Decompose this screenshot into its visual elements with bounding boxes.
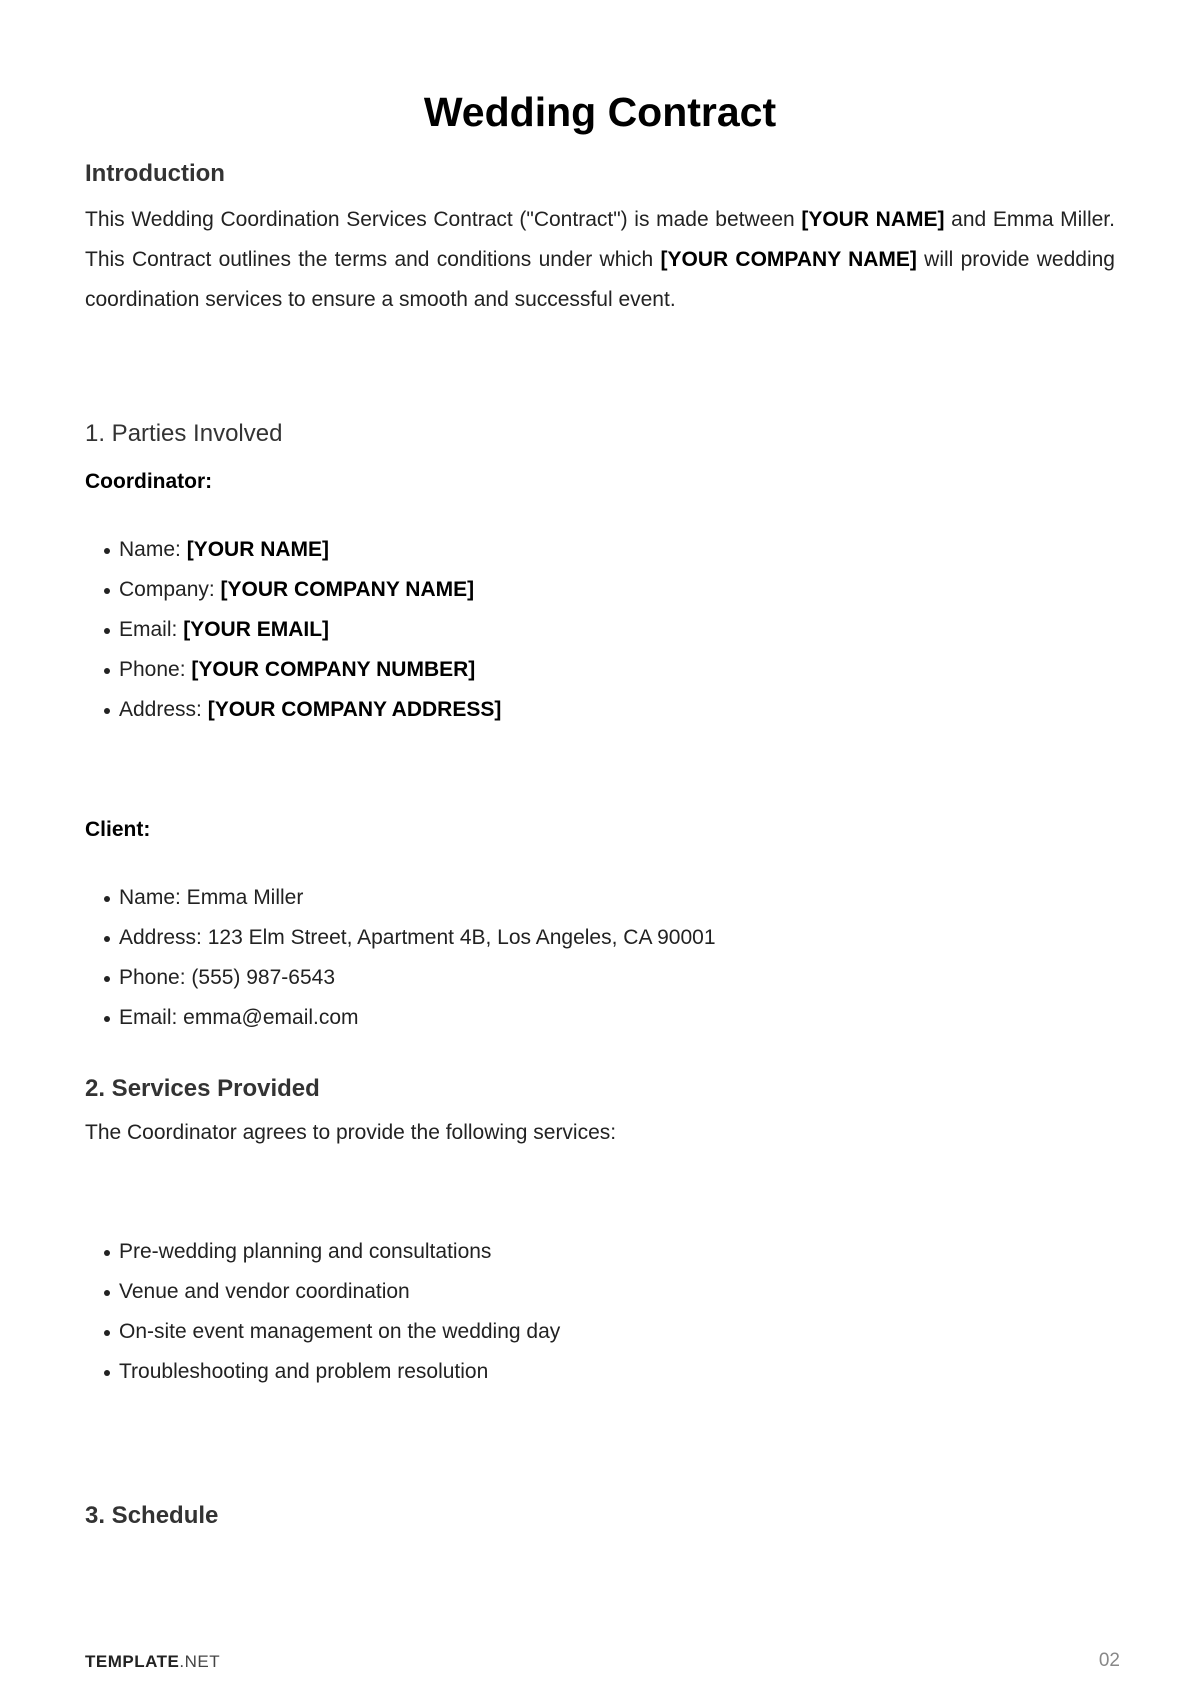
- list-item: Name: Emma Miller: [85, 878, 1115, 918]
- intro-text-2: and Emma Miller. This Contract outlines the terms and conditions under which: [85, 208, 1115, 271]
- introduction-heading: Introduction: [85, 160, 225, 187]
- intro-text-1: This Wedding Coordination Services Contract ("Contract") is made between: [85, 208, 802, 231]
- list-item: Name: [YOUR NAME]: [85, 530, 1115, 570]
- parties-section: [85, 418, 1115, 730]
- list-item: Pre-wedding planning and consultations: [85, 1232, 1115, 1272]
- services-list: [85, 1232, 1115, 1392]
- intro-your-name: [YOUR NAME]: [801, 208, 945, 231]
- introduction-section: [85, 158, 1115, 320]
- schedule-section: [85, 1500, 1115, 1532]
- list-item: Email: [YOUR EMAIL]: [85, 610, 1115, 650]
- introduction-paragraph: [85, 200, 1115, 320]
- list-item: Address: 123 Elm Street, Apartment 4B, Los Angeles, CA 90001: [85, 918, 1115, 958]
- coordinator-list: [85, 530, 1115, 730]
- services-heading: 2. Services Provided: [85, 1075, 320, 1102]
- page-number: 02: [1098, 1650, 1120, 1671]
- intro-text-3: will provide wedding coordination services to ensure a smooth and successful event.: [85, 248, 1115, 311]
- list-item: Email: emma@email.com: [85, 998, 1115, 1038]
- client-section: [85, 816, 1115, 1038]
- intro-your-company-name: [YOUR COMPANY NAME]: [660, 248, 917, 271]
- list-item: Troubleshooting and problem resolution: [85, 1352, 1115, 1392]
- parties-heading: 1. Parties Involved: [85, 420, 283, 447]
- list-item: Phone: (555) 987-6543: [85, 958, 1115, 998]
- coordinator-label: Coordinator:: [85, 470, 213, 493]
- list-item: Venue and vendor coordination: [85, 1272, 1115, 1312]
- footer-brand-logo: TEMPLATE.NET: [85, 1652, 221, 1671]
- services-section: [85, 1073, 1115, 1392]
- list-item: Address: [YOUR COMPANY ADDRESS]: [85, 690, 1115, 730]
- client-list: [85, 878, 1115, 1038]
- services-intro: The Coordinator agrees to provide the following services:: [85, 1121, 617, 1144]
- document-title: Wedding Contract: [423, 89, 777, 135]
- list-item: Company: [YOUR COMPANY NAME]: [85, 570, 1115, 610]
- list-item: On-site event management on the wedding day: [85, 1312, 1115, 1352]
- client-label: Client:: [85, 818, 151, 841]
- schedule-heading: 3. Schedule: [85, 1502, 219, 1529]
- list-item: Phone: [YOUR COMPANY NUMBER]: [85, 650, 1115, 690]
